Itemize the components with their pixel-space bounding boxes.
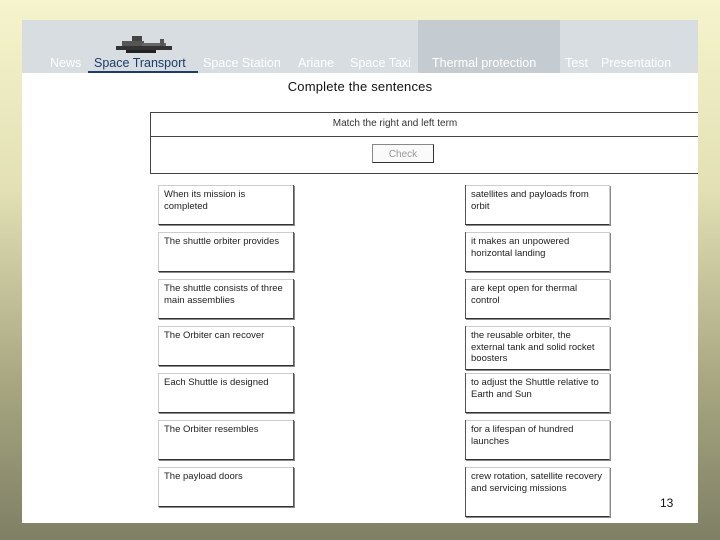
nav-item-space-transport[interactable]: Space Transport [94,56,186,70]
nav-item-thermal-protection[interactable]: Thermal protection [432,56,537,70]
right-card[interactable]: to adjust the Shuttle relative to Earth and Sun [465,373,610,413]
check-button[interactable]: Check [372,144,434,163]
left-card[interactable]: The shuttle orbiter provides [158,232,294,272]
panel-divider [151,136,698,137]
left-card[interactable]: The Orbiter resembles [158,420,294,460]
left-card[interactable]: Each Shuttle is designed [158,373,294,413]
nav-item-space-station[interactable]: Space Station [203,56,281,70]
left-card[interactable]: When its mission is completed [158,185,294,225]
left-card[interactable]: The Orbiter can recover [158,326,294,366]
right-card[interactable]: satellites and payloads from orbit [465,185,610,225]
nav-active-underline [88,71,198,73]
right-card[interactable]: it makes an unpowered horizontal landing [465,232,610,272]
instruction-text: Match the right and left term [332,118,458,129]
page-title: Complete the sentences [287,79,433,94]
right-card[interactable]: crew rotation, satellite recovery and servicing missions [465,467,610,517]
nav-item-space-taxi[interactable]: Space Taxi [350,56,411,70]
left-card[interactable]: The shuttle consists of three main assemblies [158,279,294,319]
nav-item-news[interactable]: News [50,56,82,70]
right-card[interactable]: the reusable orbiter, the external tank and solid rocket boosters [465,326,610,370]
right-card[interactable]: are kept open for thermal control [465,279,610,319]
nav-item-test[interactable]: Test [565,56,588,70]
nav-item-presentation[interactable]: Presentation [601,56,672,70]
nav-bar [22,20,698,73]
page-number: 13 [660,496,674,510]
right-card[interactable]: for a lifespan of hundred launches [465,420,610,460]
left-card[interactable]: The payload doors [158,467,294,507]
exercise-panel [150,112,698,174]
nav-item-ariane[interactable]: Ariane [298,56,335,70]
slide [22,20,698,523]
space-shuttle-icon [112,32,176,58]
